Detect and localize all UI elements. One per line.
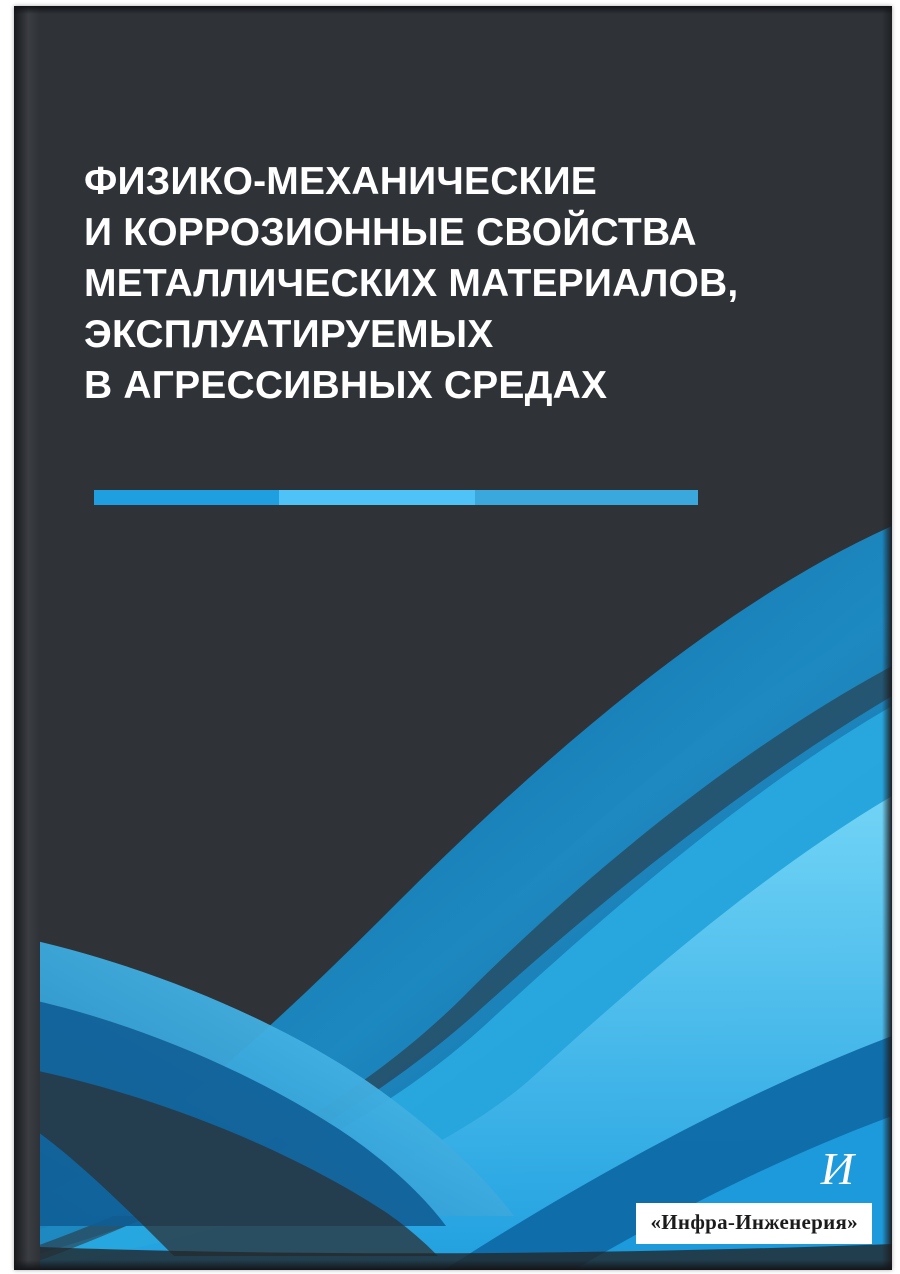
cover-right-edge-shading [882, 6, 892, 1270]
book-spine-shading [14, 6, 40, 1270]
title-line-3: МЕТАЛЛИЧЕСКИХ МАТЕРИАЛОВ, [84, 262, 739, 305]
rule-segment-3 [475, 490, 698, 505]
cover-top-edge-shading [14, 6, 892, 14]
book-cover [14, 6, 892, 1270]
title-line-1: ФИЗИКО-МЕХАНИЧЕСКИЕ [84, 160, 598, 203]
cover-bottom-edge-shading [14, 1260, 892, 1270]
rule-segment-2 [279, 490, 475, 505]
publisher-logo-icon: И [820, 1143, 854, 1194]
title-line-5: В АГРЕССИВНЫХ СРЕДАХ [84, 364, 608, 407]
title-accent-rule [94, 490, 698, 505]
book-title [84, 156, 844, 411]
title-line-2: И КОРРОЗИОННЫЕ СВОЙСТВА [84, 211, 697, 254]
publisher-badge: «Инфра-Инженерия» [636, 1203, 872, 1244]
title-line-4: ЭКСПЛУАТИРУЕМЫХ [84, 313, 494, 356]
rule-segment-1 [94, 490, 279, 505]
